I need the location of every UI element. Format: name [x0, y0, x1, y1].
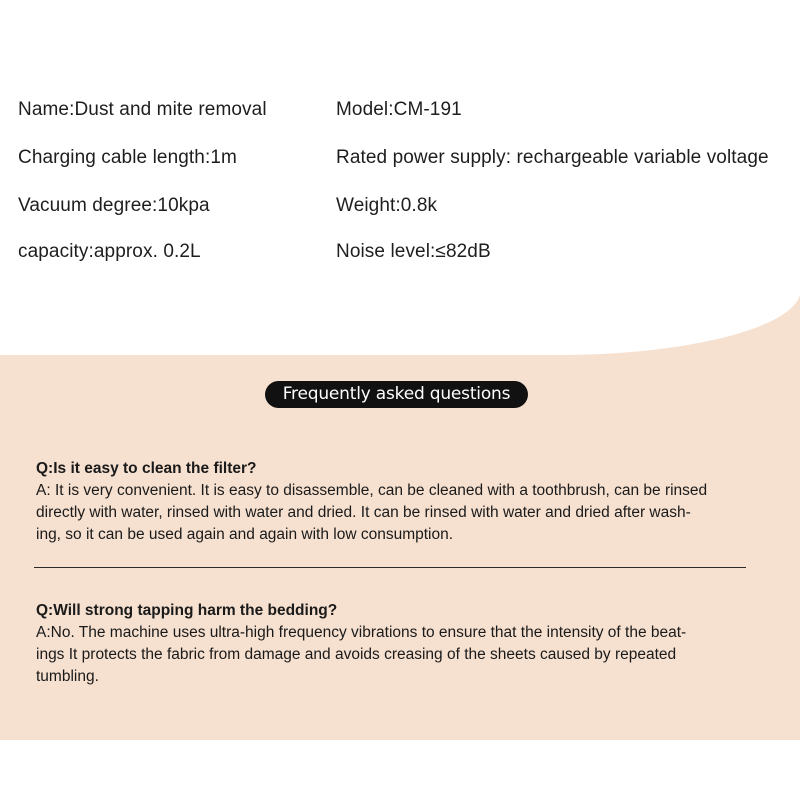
faq-question-2: Q:Will strong tapping harm the bedding?: [36, 602, 338, 619]
spec-noise-level: Noise level:≤82dB: [336, 241, 491, 262]
spec-cable-length: Charging cable length:1m: [18, 147, 237, 168]
spec-vacuum-degree: Vacuum degree:10kpa: [18, 195, 210, 216]
spec-model: Model:CM-191: [336, 99, 462, 120]
faq-answer-1-line: ing, so it can be used again and again with low consumption.: [36, 526, 454, 543]
faq-answer-1: [36, 480, 776, 546]
faq-answer-1-line: A: It is very convenient. It is easy to disassemble, can be cleaned with a toothbrush, can be rinsed: [36, 482, 708, 499]
spec-name: Name:Dust and mite removal: [18, 99, 267, 120]
faq-answer-2-line: A:No. The machine uses ultra-high frequency vibrations to ensure that the intensity of the beat-: [36, 624, 687, 641]
faq-answer-1-line: directly with water, rinsed with water and dried. It can be rinsed with water and dried after wash-: [36, 504, 691, 521]
faq-divider: [34, 567, 746, 568]
spec-capacity: capacity:approx. 0.2L: [18, 241, 201, 262]
faq-answer-2-line: tumbling.: [36, 668, 99, 685]
faq-heading: Frequently asked questions: [265, 381, 528, 408]
faq-answer-2-line: ings It protects the fabric from damage and avoids creasing of the sheets caused by repeated: [36, 646, 677, 663]
faq-question-1: Q:Is it easy to clean the filter?: [36, 460, 257, 477]
faq-answer-2: [36, 622, 776, 688]
spec-power-supply: Rated power supply: rechargeable variable voltage: [336, 147, 769, 168]
spec-weight: Weight:0.8k: [336, 195, 438, 216]
